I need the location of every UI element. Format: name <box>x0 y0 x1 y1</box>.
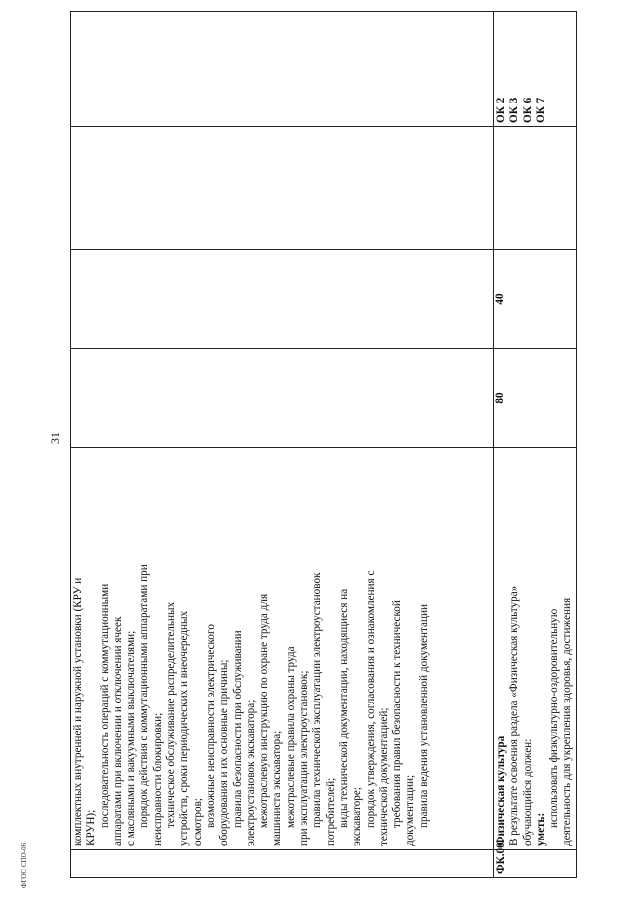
content-line: машиниста экскаватора; <box>271 730 284 846</box>
content-line: деятельность для укрепления здоровья, достижения <box>561 597 574 846</box>
competence-cell <box>494 12 577 127</box>
content-line: Физическая культура <box>495 735 507 846</box>
content-cell <box>71 448 494 850</box>
curriculum-table <box>70 11 577 878</box>
content-line: неисправности блокировки; <box>151 712 164 846</box>
curriculum-table-wrapper <box>70 32 574 878</box>
content-line: порядок действия с коммутационными аппаратами при <box>138 564 151 828</box>
required-load-cell: 40 <box>494 250 577 349</box>
discipline-cell <box>71 127 494 250</box>
content-line: В результате освоения раздела «Физическая культура» <box>508 585 521 846</box>
content-line: с масляными и вакуумными выключателями; <box>125 630 138 846</box>
discipline-cell <box>494 127 577 250</box>
content-line: обучающийся должен: <box>521 738 534 846</box>
content-cell <box>494 448 577 850</box>
competence-code: ОК 2 <box>495 97 507 123</box>
content-line: КРУН); <box>85 809 98 846</box>
content-line: виды технической документации, находящиеся на <box>337 588 350 828</box>
content-lines <box>495 451 575 846</box>
content-line: межотраслевую инструкцию по охране труда для <box>258 593 271 828</box>
competence-code: ОК 3 <box>508 97 521 123</box>
content-line: правила безопасности при обслуживании <box>231 630 244 828</box>
content-line: устройств, сроки периодических и внеочередных <box>178 610 191 846</box>
content-line: правила ведения установленной документации <box>417 604 430 828</box>
content-line: правила технической эксплуатации электроустановок <box>311 572 324 828</box>
content-line: порядок утверждения, согласования и ознакомления с <box>364 570 377 828</box>
content-line: потребителей; <box>324 777 337 846</box>
content-line: использовать физкультурно-оздоровительную <box>548 608 561 828</box>
content-line: уметь: <box>534 812 547 846</box>
footer-label: ФГОС СПО-06 <box>20 842 28 888</box>
content-line: аппаратами при включении и отключении ячеек <box>111 616 124 846</box>
content-line: последовательность операций с коммутационными <box>98 583 111 828</box>
index-cell: ФК.00 <box>494 850 577 878</box>
content-line: межотраслевые правила охраны труда <box>284 646 297 828</box>
content-line: оборудования и их основные причины; <box>218 659 231 846</box>
competence-cell <box>71 12 494 127</box>
content-lines <box>72 451 431 846</box>
competence-code: ОК 7 <box>534 97 547 123</box>
table-row <box>494 12 577 878</box>
required-load-cell <box>71 250 494 349</box>
content-line: техническое обслуживание распределительных <box>165 601 178 828</box>
max-load-cell <box>71 349 494 448</box>
content-line: требования правил безопасности к технической <box>391 600 404 828</box>
content-line: осмотров; <box>191 798 204 846</box>
content-line: документации; <box>404 774 417 846</box>
competence-list <box>495 15 548 123</box>
content-line: комплектных внутренней и наружной установки (КРУ и <box>72 577 84 846</box>
content-line: технической документацией; <box>377 707 390 846</box>
page-number: 31 <box>48 432 62 444</box>
content-line: возможные неисправности электрического <box>204 624 217 828</box>
table-row <box>71 12 494 878</box>
content-line: электроустановок экскаватора; <box>244 699 257 846</box>
content-line: экскаваторе; <box>351 787 364 846</box>
content-line: при эксплуатации электроустановок; <box>298 670 311 846</box>
max-load-cell: 80 <box>494 349 577 448</box>
competence-code: ОК 6 <box>521 97 534 123</box>
index-cell <box>71 850 494 878</box>
